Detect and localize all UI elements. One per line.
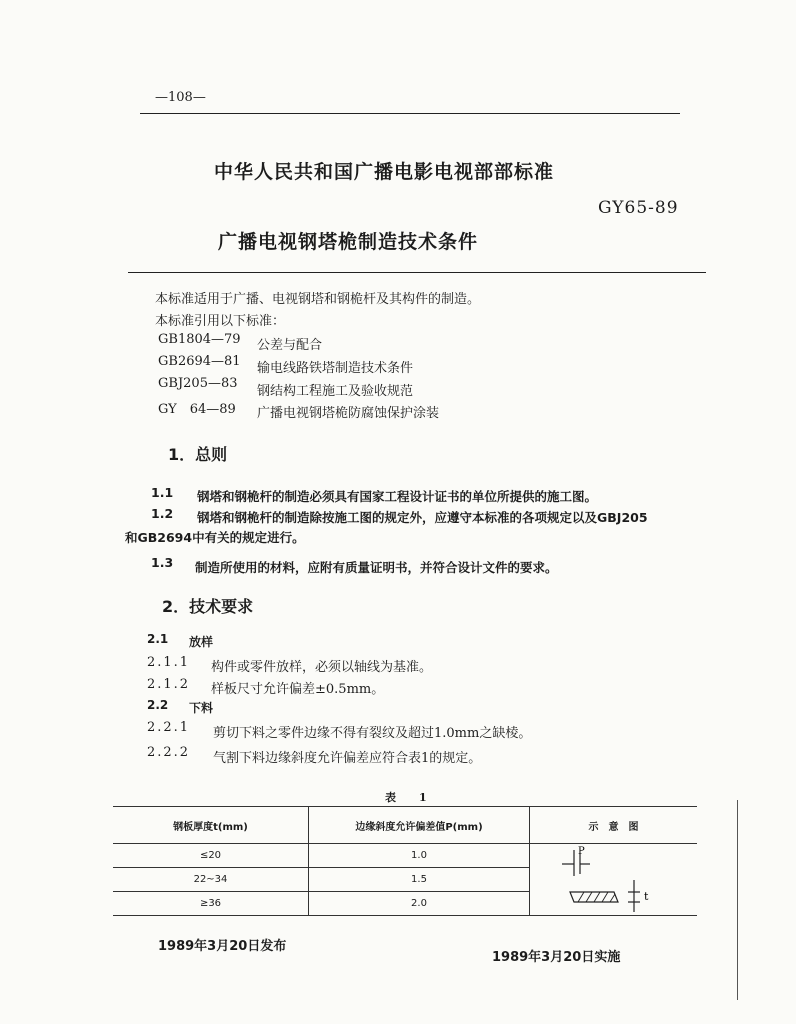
column-header-diagram: 示 意 图 [530,807,698,844]
clause-text: 钢塔和钢桅杆的制造必须具有国家工程设计证书的单位所提供的施工图。 [197,489,598,504]
clause-text-continued: 和GB2694中有关的规定进行。 [125,530,305,545]
reference-code: GY 64—89 [158,402,236,417]
reference-code: GBJ205—83 [158,376,238,391]
item-number: 2.2.2 [147,745,191,760]
item-text: 样板尺寸允许偏差±0.5mm。 [211,682,385,697]
reference-name: 广播电视钢塔桅防腐蚀保护涂装 [257,406,440,421]
column-header-tolerance: 边缘斜度允许偏差值P(mm) [309,807,530,844]
item-text: 气割下料边缘斜度允许偏差应符合表1的规定。 [213,751,482,766]
intro-scope: 本标准适用于广播、电视钢塔和钢桅杆及其构件的制造。 [155,292,481,307]
subsection-number: 2.1 [147,632,169,646]
clause-text: 钢塔和钢桅杆的制造除按施工图的规定外，应遵守本标准的各项规定以及GBJ205 [197,510,648,525]
item-number: 2.1.2 [147,677,191,692]
subsection-title: 下料 [189,701,214,715]
clause-number: 1.2 [151,506,174,521]
hatch-line [586,892,592,902]
reference-name: 输电线路铁塔制造技术条件 [257,361,414,376]
table-header-row [113,807,697,844]
page-number: —108— [155,90,206,105]
hatch-line [602,892,608,902]
cell-thickness: ≤20 [113,844,309,868]
section-1-title: 1．总则 [168,445,228,464]
reference-name: 钢结构工程施工及验收规范 [257,384,414,399]
org-title: 中华人民共和国广播电影电视部部标准 [214,161,555,183]
table-caption: 表 1 [385,791,433,804]
header-rule [140,113,680,114]
cell-thickness: ≥36 [113,892,309,916]
scan-margin-line [737,800,738,1000]
table-row [113,844,697,868]
intro-references: 本标准引用以下标准： [155,314,286,329]
p-label: P [577,846,585,857]
hatch-line [610,894,615,902]
reference-name: 公差与配合 [257,338,323,353]
clause-number: 1.3 [151,555,174,570]
item-number: 2.2.1 [147,720,191,735]
diagram-cell [530,844,698,916]
reference-code: GB1804—79 [158,332,241,347]
clause-number: 1.1 [151,485,174,500]
subsection-title: 放样 [189,635,214,649]
cell-thickness: 22~34 [113,868,309,892]
publish-date: 1989年3月20日发布 [158,939,287,954]
hatch-line [578,892,584,902]
section-2-title: 2．技术要求 [162,597,254,616]
effective-date: 1989年3月20日实施 [492,950,621,965]
bevel-tolerance-table [113,806,697,916]
item-text: 剪切下料之零件边缘不得有裂纹及超过1.0mm之缺棱。 [213,726,532,741]
reference-code: GB2694—81 [158,354,241,369]
item-text: 构件或零件放样，必须以轴线为基准。 [211,660,433,675]
clause-text: 制造所使用的材料，应附有质量证明书，并符合设计文件的要求。 [195,560,558,575]
item-number: 2.1.1 [147,655,191,670]
t-label: t [643,890,648,903]
cell-tolerance: 1.5 [309,868,530,892]
column-header-thickness: 钢板厚度t(mm) [113,807,309,844]
document-title: 广播电视钢塔桅制造技术条件 [218,231,479,253]
title-rule [128,272,706,273]
cell-tolerance: 2.0 [309,892,530,916]
bevel-diagram [554,844,674,912]
hatch-line [594,892,600,902]
cell-tolerance: 1.0 [309,844,530,868]
standard-code: GY65-89 [598,198,679,218]
subsection-number: 2.2 [147,698,169,712]
